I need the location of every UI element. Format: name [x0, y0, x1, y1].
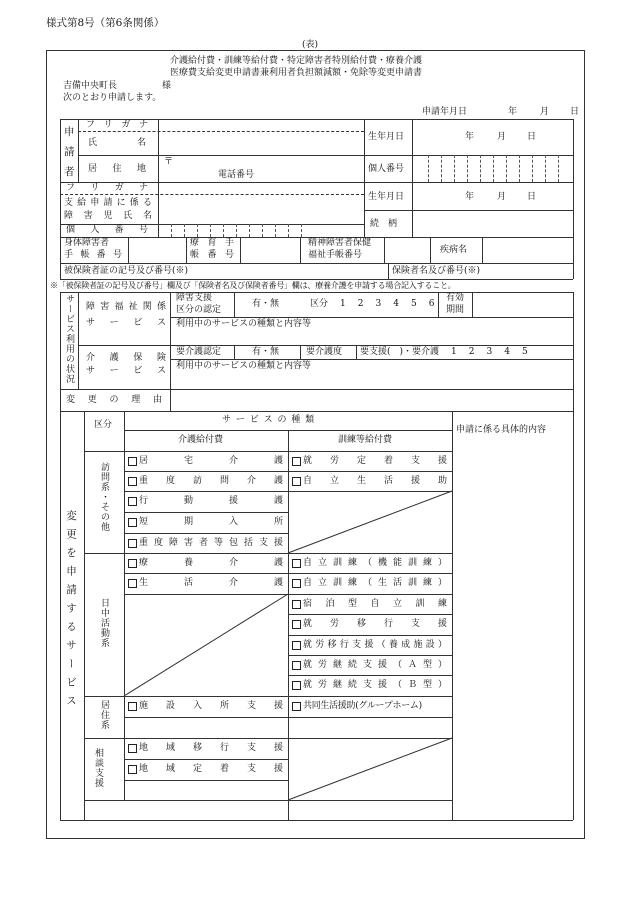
support-category-label-line2: 区分の認定 — [176, 305, 222, 315]
applicant-birthdate-label: 生年月日 — [368, 132, 405, 142]
service-life-training[interactable]: 自立訓練（生活訓練） — [292, 578, 447, 589]
checkbox-icon[interactable] — [292, 641, 301, 650]
service-employment-transition[interactable]: 就労移行支援 — [292, 619, 447, 630]
care-level-5[interactable]: 5 — [521, 347, 528, 357]
training-benefits-header: 訓練等給付費 — [338, 435, 393, 445]
checkbox-icon[interactable] — [292, 681, 301, 690]
checkbox-icon[interactable] — [128, 539, 137, 548]
care-benefits-header: 介護給付費 — [178, 435, 224, 445]
care-level-3[interactable]: 3 — [486, 347, 493, 357]
applicant-birth-month-unit: 月 — [497, 132, 507, 142]
service-severe-visit-care[interactable]: 重度訪問介護 — [128, 476, 283, 487]
consultation-category-label: 相談支援 — [93, 748, 103, 788]
applicant-name-label: 氏 名 — [88, 138, 146, 148]
service-continuous-employment-b[interactable]: 就労継続支援（Ｂ型） — [292, 680, 447, 691]
checkbox-icon[interactable] — [292, 661, 301, 670]
applicant-birth-year-unit: 年 — [465, 132, 475, 142]
checkbox-icon[interactable] — [292, 559, 301, 568]
sheet-label: (表) — [302, 40, 319, 50]
applicant-furigana-label: フ リ ガ ナ — [86, 120, 148, 130]
rehab-cert-label-line2: 帳 番 号 — [190, 250, 234, 260]
applicant-section-char-1: 申 — [64, 126, 75, 138]
form-title-line2: 医療費支給変更申請書兼利用者負担額減額・免除等変更申請書 — [170, 68, 423, 78]
change-reason-label: 変 更 の 理 由 — [66, 395, 162, 405]
date-year-unit: 年 — [508, 107, 518, 117]
applicant-section-char-3: 者 — [64, 166, 75, 178]
care-certification-label: 要介護認定 — [176, 347, 222, 357]
form-title-line1: 介護給付費・訓練等給付費・特定障害者特別給付費・療養介護 — [170, 56, 423, 66]
service-employment-retention[interactable]: 就労定着支援 — [292, 456, 447, 467]
checkbox-icon[interactable] — [128, 477, 137, 486]
child-name-label-line2: 障 害 児 氏 名 — [64, 211, 152, 221]
residence-category-label: 居住系 — [99, 700, 109, 730]
checkbox-icon[interactable] — [292, 600, 301, 609]
validity-label-line2: 期間 — [446, 305, 465, 315]
child-personal-number-label: 個 人 番 号 — [66, 225, 148, 235]
applicant-address-label: 居 住 地 — [88, 164, 146, 174]
care-certification-yes-no[interactable]: 有・無 — [252, 347, 280, 357]
support-category-label-line1: 障害支援 — [176, 293, 213, 303]
category-6[interactable]: 6 — [428, 299, 435, 309]
form-number: 様式第8号（第6条関係） — [46, 17, 165, 29]
checkbox-icon[interactable] — [292, 702, 301, 711]
category-3[interactable]: 3 — [375, 299, 382, 309]
service-community-transition[interactable]: 地域移行支援 — [128, 743, 283, 754]
child-furigana-label: フ リ ガ ナ — [66, 183, 148, 193]
service-group-home[interactable]: 共同生活援助(グループホーム) — [292, 701, 450, 712]
care-in-use-label: 利用中のサービスの種類と内容等 — [176, 361, 312, 371]
checkbox-icon[interactable] — [128, 702, 137, 711]
service-kinds-header: サ ー ビ ス の 種 類 — [222, 415, 316, 425]
rehab-cert-label-line1: 療 育 手 — [190, 238, 234, 248]
mental-cert-label-line1: 精神障害者保健 — [308, 238, 372, 248]
date-month-unit: 月 — [540, 107, 550, 117]
support-category-yes-no[interactable]: 有・無 — [252, 299, 280, 309]
checkbox-icon[interactable] — [292, 620, 301, 629]
service-independent-living-support[interactable]: 自立生活援助 — [292, 476, 447, 487]
checkbox-icon[interactable] — [128, 457, 137, 466]
child-birth-month-unit: 月 — [497, 192, 507, 202]
relationship-label: 続 柄 — [370, 219, 398, 229]
checkbox-icon[interactable] — [128, 497, 137, 506]
support-need-label: 要支援( )・要介護 — [360, 347, 440, 357]
care-level-2[interactable]: 2 — [468, 347, 475, 357]
service-community-settlement[interactable]: 地域定着支援 — [128, 764, 283, 775]
service-usage-section-label: サービス利用の状況 — [64, 294, 74, 384]
service-short-stay[interactable]: 短期入所 — [128, 517, 283, 528]
mental-cert-label-line2: 福祉手帳番号 — [308, 250, 363, 260]
applicant-birth-day-unit: 日 — [527, 132, 537, 142]
specific-content-header: 申請に係る具体的内容 — [456, 425, 547, 435]
child-birthdate-label: 生年月日 — [368, 192, 405, 202]
category-1[interactable]: 1 — [340, 299, 346, 309]
disability-service-label-line2: サ ー ビ ス — [86, 318, 166, 328]
checkbox-icon[interactable] — [128, 559, 137, 568]
service-continuous-employment-a[interactable]: 就労継続支援（Ａ型） — [292, 660, 447, 671]
checkbox-icon[interactable] — [128, 518, 137, 527]
category-label: 区分 — [310, 299, 329, 309]
honorific: 様 — [162, 81, 172, 91]
service-medical-care[interactable]: 療養介護 — [128, 558, 283, 569]
child-birth-year-unit: 年 — [465, 192, 475, 202]
service-behavior-support[interactable]: 行動援護 — [128, 496, 283, 507]
date-day-unit: 日 — [570, 107, 580, 117]
visit-category-label: 訪問系・その他 — [99, 462, 109, 532]
category-2[interactable]: 2 — [357, 299, 364, 309]
application-date-label: 申請年月日 — [422, 107, 468, 117]
care-level-1[interactable]: 1 — [451, 347, 457, 357]
checkbox-icon[interactable] — [128, 765, 137, 774]
disability-service-label-line1: 障 害 福 祉 関 係 — [86, 302, 166, 312]
validity-label-line1: 有効 — [446, 293, 465, 303]
care-insurance-label-line2: サ ー ビ ス — [86, 366, 166, 376]
insured-number-label: 被保険者証の記号及び番号(※) — [64, 266, 189, 276]
child-birth-day-unit: 日 — [527, 192, 537, 202]
change-services-section-label: 変更を申請するサービス — [65, 510, 77, 714]
insurance-note: ※「被保険者証の記号及び番号」欄及び「保険者名及び保険者番号」欄は、療養介護を申請する場合記入すること。 — [50, 281, 456, 290]
checkbox-icon[interactable] — [292, 579, 301, 588]
checkbox-icon[interactable] — [128, 744, 137, 753]
applicant-section-char-2: 請 — [64, 146, 75, 158]
checkbox-icon[interactable] — [292, 477, 301, 486]
physical-cert-label-line2: 手 帳 番 号 — [64, 250, 122, 260]
category-5[interactable]: 5 — [410, 299, 417, 309]
service-functional-training[interactable]: 自立訓練（機能訓練） — [292, 558, 447, 569]
insurer-label: 保険者名及び番号(※) — [392, 266, 481, 276]
day-activity-category-label: 日中活動系 — [99, 598, 109, 648]
category-header: 区分 — [94, 420, 113, 430]
phone-number-label: 電話番号 — [218, 170, 255, 180]
service-residential-training[interactable]: 宿泊型自立訓練 — [292, 599, 447, 610]
service-home-care[interactable]: 居宅介護 — [128, 456, 283, 467]
care-level-label: 要介護度 — [306, 347, 343, 357]
postal-code-mark: 〒 — [164, 157, 174, 167]
service-comprehensive-support[interactable]: 重度障害者等包括支援 — [128, 538, 283, 549]
checkbox-icon[interactable] — [292, 457, 301, 466]
intro-text: 次のとおり申請します。 — [63, 93, 162, 103]
service-employment-transition-school[interactable]: 就労移行支援（養成施設） — [292, 640, 447, 651]
disease-name-label: 疾病名 — [440, 245, 468, 255]
category-4[interactable]: 4 — [393, 299, 399, 309]
care-level-4[interactable]: 4 — [504, 347, 510, 357]
service-facility-admission[interactable]: 施設入所支援 — [128, 701, 283, 712]
checkbox-icon[interactable] — [128, 579, 137, 588]
care-insurance-label-line1: 介 護 保 険 — [86, 353, 166, 363]
disability-in-use-label: 利用中のサービスの種類と内容等 — [176, 319, 312, 329]
service-daily-life-care[interactable]: 生活介護 — [128, 578, 283, 589]
applicant-personal-number-label: 個人番号 — [368, 164, 405, 174]
child-name-label-line1: 支 給 申 請 に 係 る — [64, 198, 152, 208]
physical-cert-label-line1: 身体障害者 — [64, 238, 110, 248]
addressee: 吉備中央町長 — [63, 81, 118, 91]
